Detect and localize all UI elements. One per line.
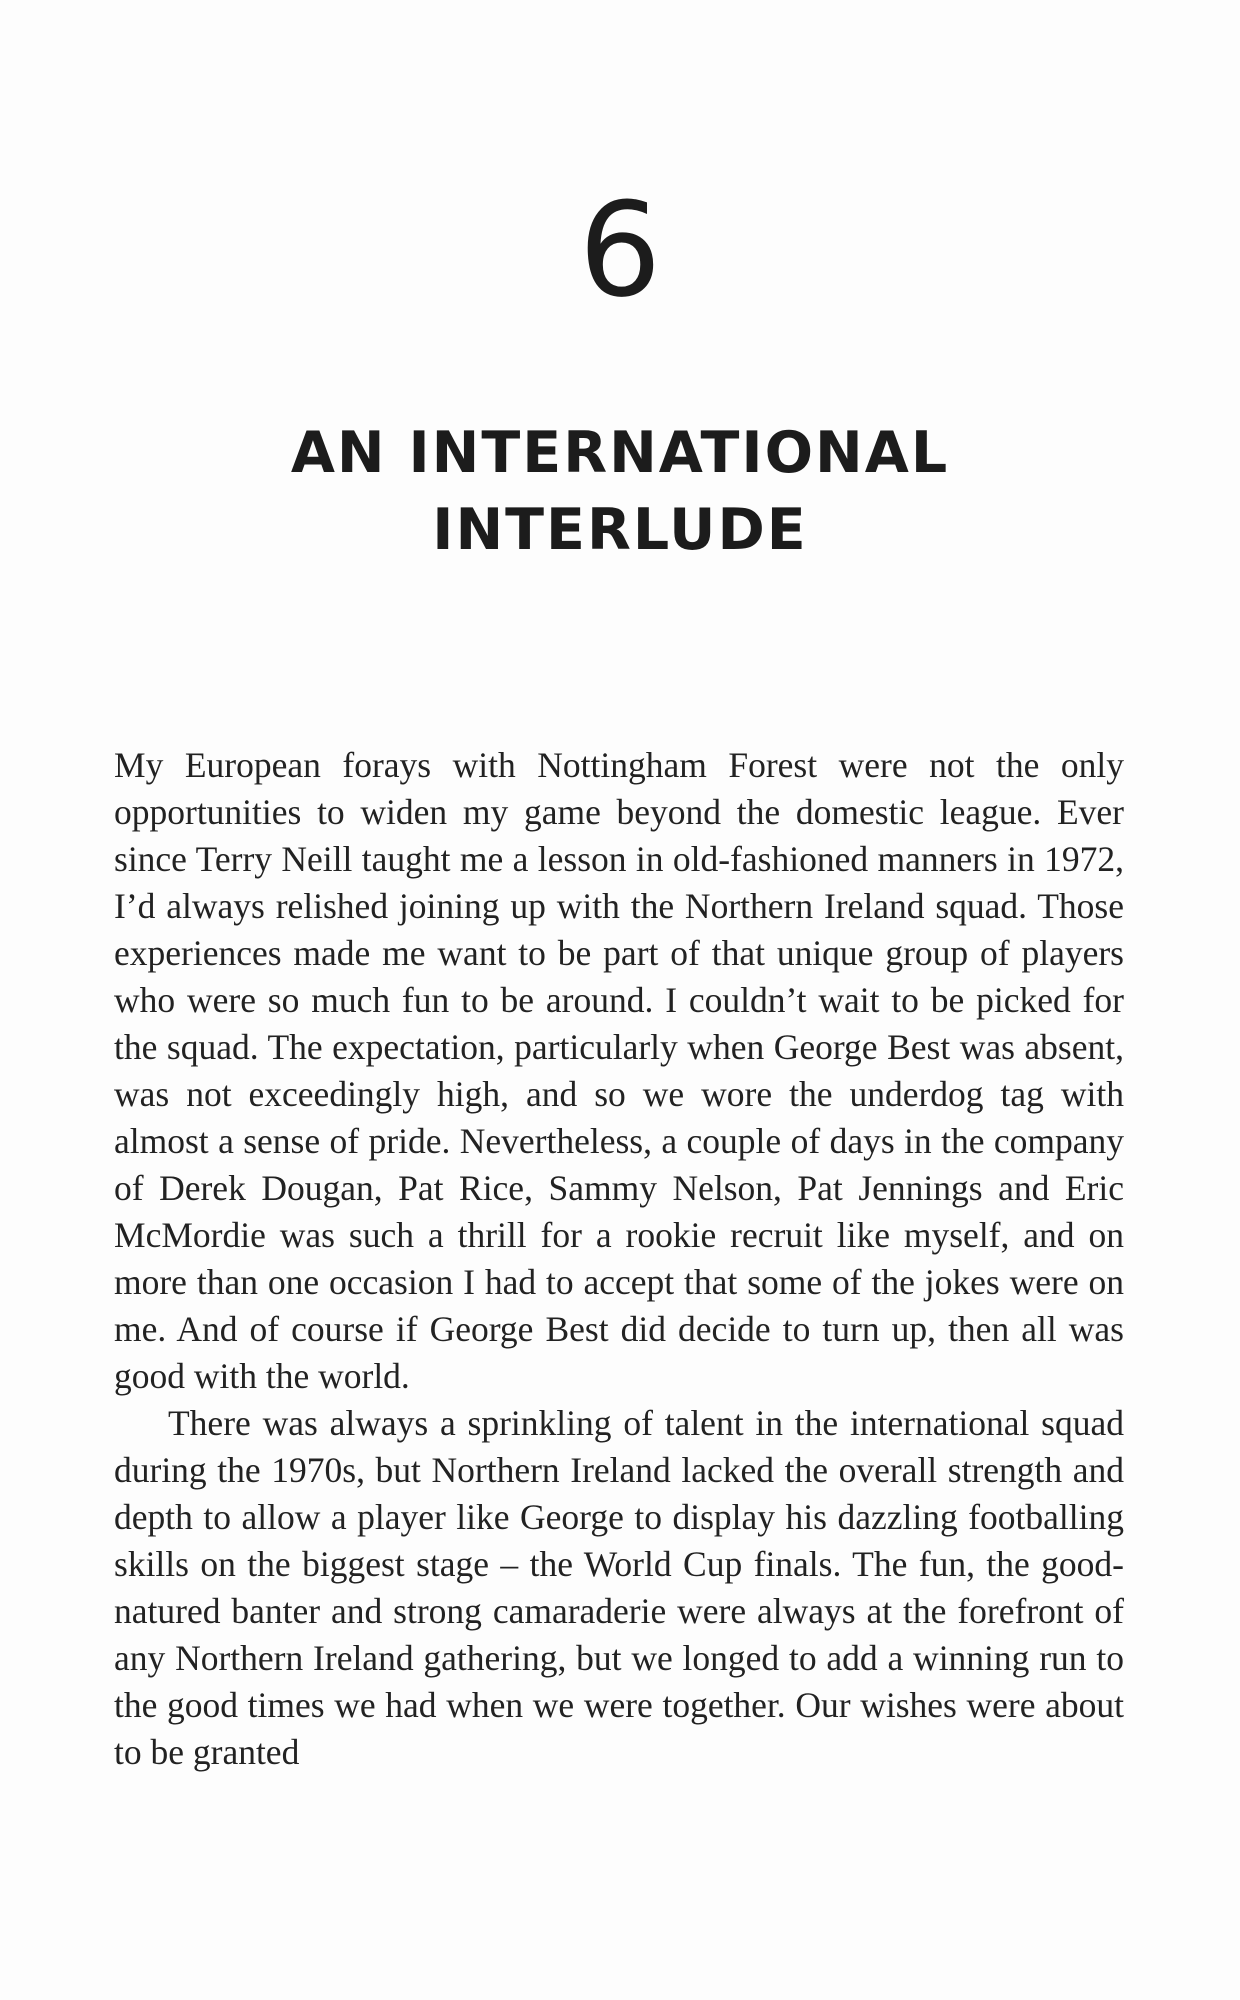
chapter-title-line-1: AN INTERNATIONAL <box>290 420 950 486</box>
chapter-body <box>114 742 1124 1776</box>
chapter-number: 6 <box>578 174 662 326</box>
paragraph-1: My European forays with Nottingham Forest were not the only opportunities to widen my game beyond the domestic league. Ever since Terry Neill taught me a lesson in old-fashioned manners in 1972, I’d always relished joining up with the Northern Ireland squad. Those experiences made me want to be part of that unique group of players who were so much fun to be around. I couldn’t wait to be picked for the squad. The expectation, particularly when George Best was absent, was not exceedingly high, and so we wore the underdog tag with almost a sense of pride. Nevertheless, a couple of days in the company of Derek Dougan, Pat Rice, Sammy Nelson, Pat Jennings and Eric McMordie was such a thrill for a rookie recruit like myself, and on more than one occasion I had to accept that some of the jokes were on me. And of course if George Best did decide to turn up, then all was good with the world. <box>114 745 1124 1396</box>
chapter-title-line-2: INTERLUDE <box>432 497 808 563</box>
chapter-title <box>0 415 1240 569</box>
paragraph-2: There was always a sprinkling of talent in the international squad during the 1970s, but Northern Ireland lacked the overall strength and depth to allow a player like George to display his dazzling footballing skills on the biggest stage – the World Cup finals. The fun, the good-natured banter and strong camaraderie were always at the forefront of any Northern Ireland gathering, but we longed to add a winning run to the good times we had when we were together. Our wishes were about to be granted <box>114 1403 1124 1772</box>
